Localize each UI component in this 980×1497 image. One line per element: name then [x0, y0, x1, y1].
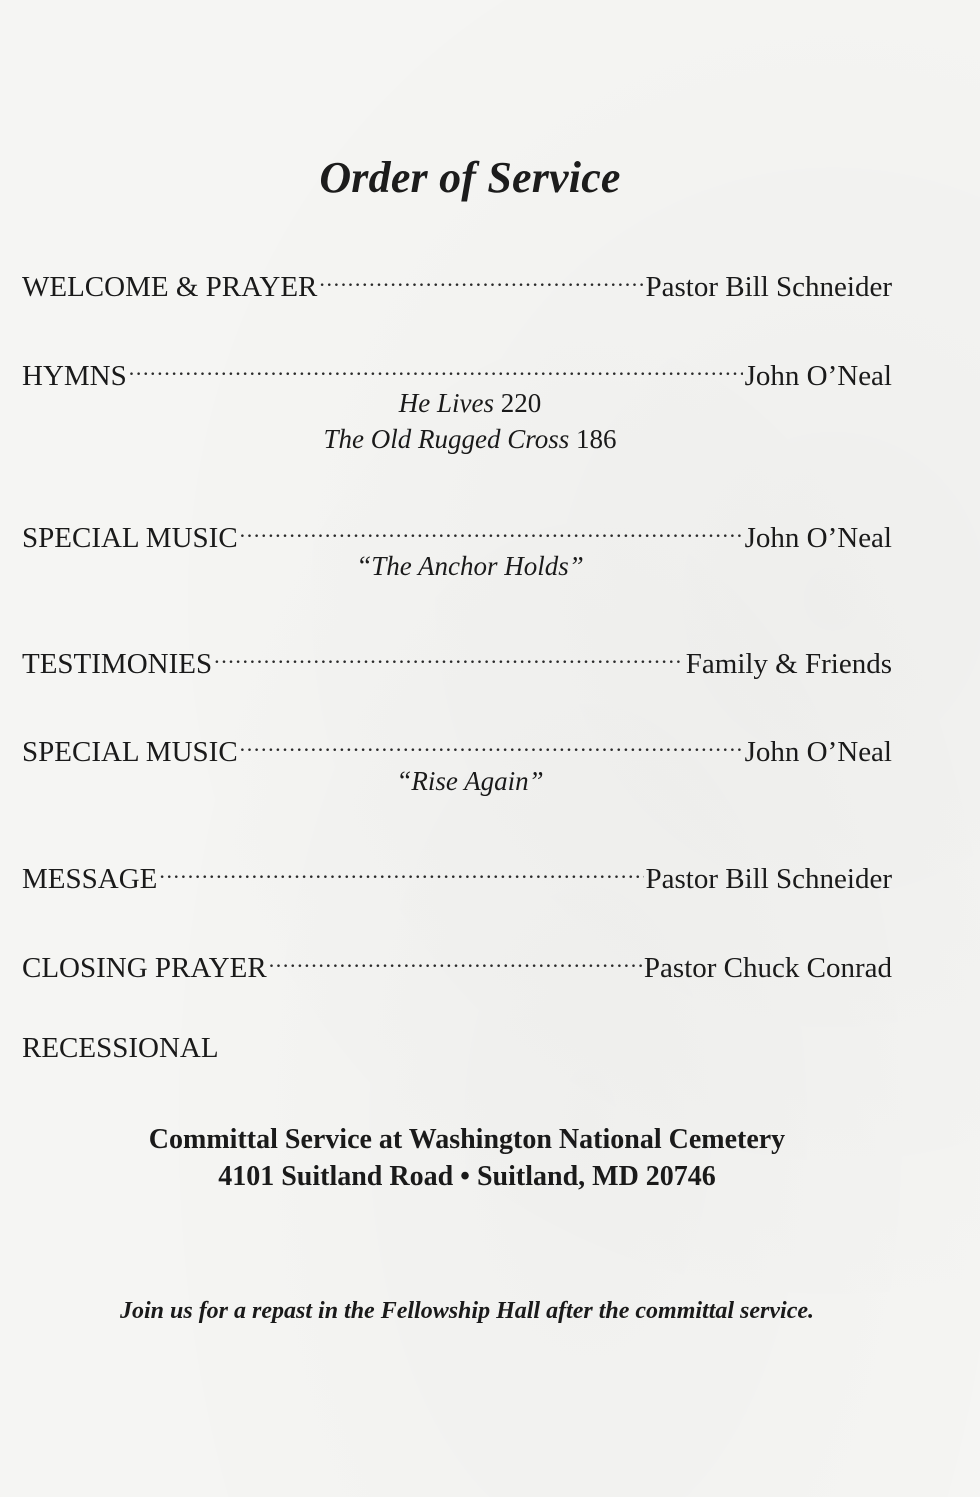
program-item-person: Pastor Chuck Conrad	[643, 952, 892, 984]
program-item-person: Family & Friends	[685, 648, 892, 680]
program-item-welcome-prayer	[22, 260, 892, 305]
program-item-label: TESTIMONIES	[22, 648, 213, 680]
hymn-name: He Lives	[398, 388, 494, 418]
program-item-label: CLOSING PRAYER	[22, 952, 267, 984]
program-item-testimonies	[22, 637, 892, 682]
committal-line-1: Committal Service at Washington National Cemetery	[148, 1124, 786, 1155]
dot-leader	[319, 260, 643, 296]
program-item-person: John O’Neal	[744, 522, 892, 554]
program-item-message	[22, 852, 892, 897]
dot-leader	[269, 941, 642, 977]
program-item-recessional	[22, 1030, 892, 1066]
program-item-person: John O’Neal	[744, 736, 892, 768]
program-item-label: WELCOME & PRAYER	[22, 271, 318, 303]
program-item-label: MESSAGE	[22, 863, 158, 895]
page-title: Order of Service	[319, 153, 621, 202]
program-item-person: Pastor Bill Schneider	[645, 271, 892, 303]
hymn-line	[0, 386, 940, 420]
hymn-name: The Old Rugged Cross	[323, 424, 570, 454]
committal-line-2: 4101 Suitland Road • Suitland, MD 20746	[218, 1161, 716, 1192]
hymn-line	[0, 422, 940, 456]
dot-leader	[240, 725, 743, 761]
dot-leader	[159, 852, 643, 888]
program-item-closing-prayer	[22, 941, 892, 986]
dot-leader	[214, 637, 684, 673]
song-title-text: “Rise Again”	[396, 766, 544, 796]
dot-leader	[129, 349, 743, 385]
song-title	[0, 764, 940, 798]
program-item-label: SPECIAL MUSIC	[22, 522, 238, 554]
song-title-text: “The Anchor Holds”	[356, 551, 584, 581]
dot-leader	[240, 511, 743, 547]
song-title	[0, 549, 940, 583]
hymn-number: 220	[500, 388, 542, 418]
program-item-person: John O’Neal	[744, 360, 892, 392]
program-item-label: HYMNS	[22, 360, 127, 392]
repast-note: Join us for a repast in the Fellowship Hall after the committal service.	[119, 1298, 815, 1324]
program-item-label: RECESSIONAL	[22, 1032, 219, 1064]
program-item-label: SPECIAL MUSIC	[22, 736, 238, 768]
hymn-number: 186	[576, 424, 617, 454]
program-item-person: Pastor Bill Schneider	[645, 863, 892, 895]
